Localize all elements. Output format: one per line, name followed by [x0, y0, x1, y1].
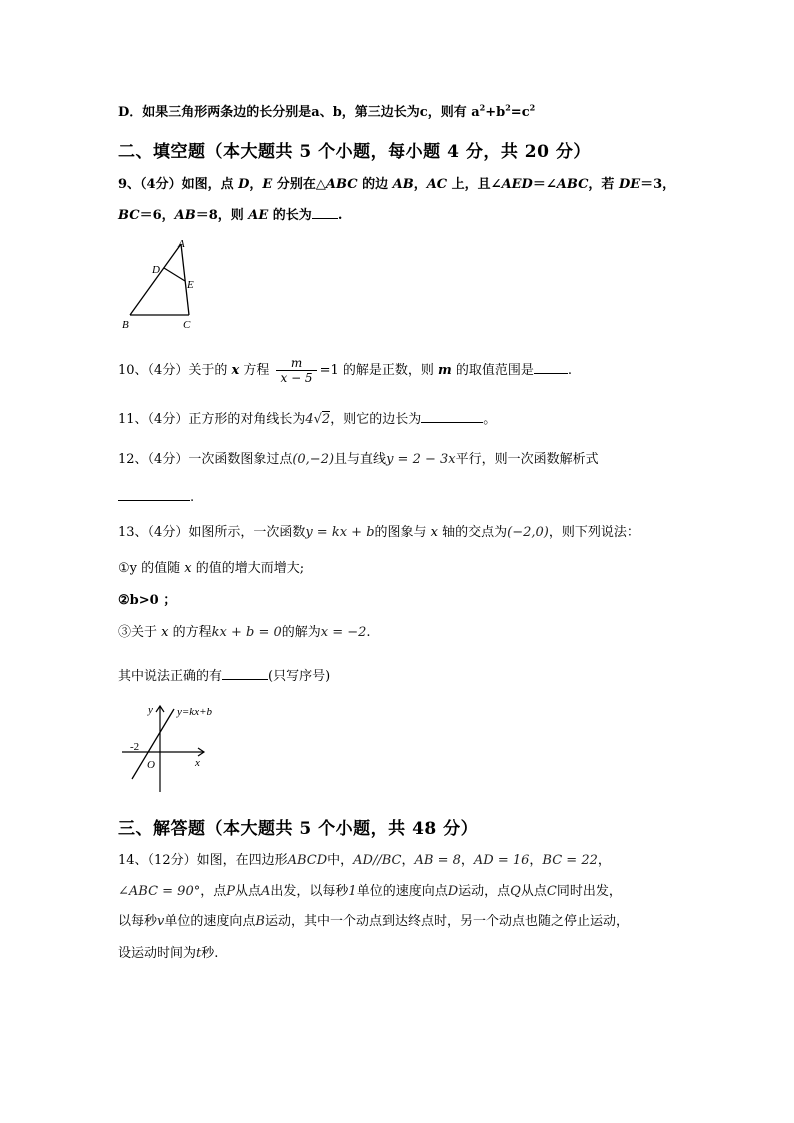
- math: A: [261, 884, 271, 899]
- vertex-label-e: E: [187, 279, 194, 291]
- text: AC: [426, 177, 448, 192]
- math: Q: [510, 884, 521, 899]
- text: ③关于: [118, 625, 162, 640]
- text: E: [262, 177, 273, 192]
- text: ＝3，: [640, 177, 676, 192]
- math: D: [447, 884, 459, 899]
- text: .: [567, 363, 573, 378]
- question-12-answer: [118, 488, 194, 507]
- statement-1: [118, 560, 304, 578]
- text: DE: [618, 177, 641, 192]
- text: 其中说法正确的有: [118, 669, 223, 684]
- math: (−2,0): [507, 525, 549, 540]
- answer-blank[interactable]: [534, 361, 568, 374]
- text: ＝6，: [139, 208, 175, 223]
- text: 分别在△: [272, 177, 326, 192]
- section-heading-solve: 三、解答题（本大题共 5 个小题，共 48 分）: [118, 819, 479, 839]
- question-10: [118, 356, 572, 386]
- option-d-sup: 2: [529, 102, 536, 113]
- text: 运动，其中一个动点到达终点时，另一个动点也随之停止运动，: [264, 914, 629, 929]
- math: 4: [305, 412, 314, 427]
- option-d-text: =c: [510, 105, 530, 120]
- math: AD//BC: [353, 853, 402, 868]
- text: 上，且∠: [447, 177, 502, 192]
- answer-blank[interactable]: [222, 667, 268, 680]
- math: P: [226, 884, 235, 899]
- math: kx + b = 0: [211, 625, 282, 640]
- text: 以每秒: [118, 914, 158, 929]
- math: ABCD: [287, 853, 328, 868]
- math: ∠ABC = 90°: [118, 884, 201, 899]
- text: 中，: [327, 853, 354, 868]
- text: ABC: [556, 177, 589, 192]
- text: x: [231, 363, 240, 378]
- x-axis-label: x: [195, 757, 200, 769]
- origin-label: O: [147, 759, 155, 771]
- text: 11、（4分）正方形的对角线长为: [118, 412, 306, 427]
- option-d: [118, 104, 535, 122]
- math: y = 2 − 3x: [386, 452, 456, 467]
- math: x = −2: [320, 625, 367, 640]
- linear-function-graph: [118, 700, 218, 798]
- sqrt-symbol: √: [313, 412, 322, 427]
- question-13: [118, 524, 640, 542]
- text: =1 的解是正数，则: [319, 363, 439, 378]
- text: 平行，则一次函数解析式: [455, 452, 599, 467]
- text: ，: [529, 853, 543, 868]
- text: 单位的速度向点: [164, 914, 256, 929]
- intercept-label: -2: [130, 741, 140, 753]
- question-9-line-1: [118, 176, 675, 194]
- question-12: [118, 451, 599, 469]
- text: AB: [392, 177, 414, 192]
- question-14-line-3: [118, 913, 629, 931]
- function-label: y=kx+b: [177, 706, 212, 718]
- vertex-label-d: D: [152, 264, 160, 276]
- answer-blank[interactable]: [312, 206, 338, 219]
- text: ，: [401, 853, 415, 868]
- text: 10、（4分）关于的: [118, 363, 232, 378]
- math: C: [546, 884, 557, 899]
- question-14-line-4: [118, 945, 218, 963]
- text: .: [337, 208, 343, 223]
- section-heading-fill-blank: 二、填空题（本大题共 5 个小题，每小题 4 分，共 20 分）: [118, 142, 591, 162]
- question-14-line-2: [118, 883, 622, 901]
- question-13-answer: [118, 667, 330, 686]
- option-d-sup: 2: [505, 102, 511, 113]
- text: 的取值范围是: [451, 363, 534, 378]
- math: t: [196, 946, 202, 961]
- text: 同时出发，: [556, 884, 622, 899]
- text: 秒.: [201, 946, 219, 961]
- text: BC: [118, 208, 140, 223]
- text: ，: [413, 177, 427, 192]
- text: ＝∠: [532, 177, 557, 192]
- question-14-line-1: [118, 852, 611, 870]
- text: 单位的速度向点: [356, 884, 448, 899]
- statement-3: [118, 624, 371, 642]
- text: 14、（12分）如图，在四边形: [118, 853, 288, 868]
- statement-2: ②b>0 ；: [118, 593, 177, 608]
- math: B: [255, 914, 265, 929]
- text: AED: [501, 177, 533, 192]
- text: ，: [460, 853, 474, 868]
- text: 从点: [520, 884, 547, 899]
- option-d-text: +b: [485, 105, 506, 120]
- text: 的解为: [281, 625, 321, 640]
- question-11: [118, 410, 496, 429]
- text: ): [325, 669, 331, 684]
- text: D: [238, 177, 250, 192]
- math: 1: [348, 884, 357, 899]
- math: (0,−2): [292, 452, 335, 467]
- text: 的值的增大而增大;: [191, 561, 305, 576]
- text: ，若: [588, 177, 619, 192]
- text: AE: [248, 208, 269, 223]
- fraction: [276, 356, 316, 385]
- text: x: [161, 625, 169, 640]
- text: 方程: [239, 363, 274, 378]
- math: v: [157, 914, 165, 929]
- numerator: m: [276, 356, 316, 371]
- radicand: 2: [321, 412, 331, 427]
- text: 从点: [235, 884, 262, 899]
- option-d-sup: 2: [479, 102, 486, 113]
- y-axis-label: y: [148, 704, 153, 716]
- text: .: [190, 490, 195, 505]
- answer-blank[interactable]: [118, 488, 190, 501]
- text: 的长为: [268, 208, 312, 223]
- triangle-figure: [115, 236, 205, 332]
- math: AD = 16: [473, 853, 530, 868]
- text: ，: [597, 853, 611, 868]
- text: 运动，点: [458, 884, 511, 899]
- math: AB = 8: [414, 853, 461, 868]
- text: 13、（4分）如图所示，一次函数: [118, 525, 306, 540]
- text: 9、（4分）如图，点: [118, 177, 239, 192]
- math: y = kx + b: [305, 525, 375, 540]
- option-d-text: D．如果三角形两条边的长分别是a、b，第三边长为c，则有 a: [118, 105, 480, 120]
- vertex-label-a: A: [178, 238, 185, 250]
- text: ，点: [200, 884, 227, 899]
- text: ，则下列说法：: [548, 525, 640, 540]
- text: 的边: [357, 177, 393, 192]
- text: 轴的交点为: [438, 525, 508, 540]
- text: 的图象与: [374, 525, 431, 540]
- answer-blank[interactable]: [421, 410, 483, 423]
- text: 。: [483, 412, 497, 427]
- text: AB: [174, 208, 196, 223]
- text: ，则它的边长为: [330, 412, 422, 427]
- text: 设运动时间为: [118, 946, 197, 961]
- text: (只写序号: [268, 669, 326, 684]
- math: BC = 22: [542, 853, 598, 868]
- vertex-label-c: C: [183, 319, 191, 331]
- vertex-label-b: B: [122, 319, 129, 331]
- text: 且与直线: [334, 452, 387, 467]
- text: ，: [249, 177, 263, 192]
- text: m: [438, 363, 452, 378]
- text: 12、（4分）一次函数图象过点: [118, 452, 293, 467]
- text: ①y 的值随: [118, 561, 185, 576]
- denominator: x − 5: [280, 371, 313, 385]
- text: 出发，以每秒: [270, 884, 349, 899]
- text: ＝8，则: [195, 208, 249, 223]
- text: x: [430, 525, 439, 540]
- text: .: [366, 625, 371, 640]
- text: x: [184, 561, 192, 576]
- question-9-line-2: [118, 206, 342, 225]
- text: 的方程: [168, 625, 212, 640]
- text: ABC: [325, 177, 358, 192]
